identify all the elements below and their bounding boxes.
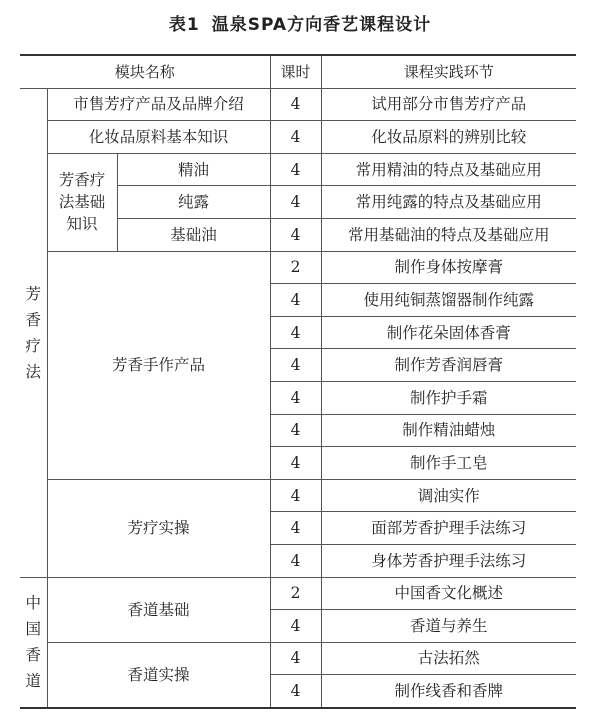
practice-cell: 制作花朵固体香膏 [321,316,576,349]
practice-cell: 制作线香和香牌 [321,675,576,708]
practice-cell: 制作身体按摩膏 [321,251,576,284]
submodule-essential-oil: 精油 [117,153,270,186]
module-practice: 芳疗实操 [47,479,270,577]
header-practice: 课程实践环节 [321,55,576,88]
table-row [20,121,576,154]
table-row [20,251,576,284]
hours-cell: 4 [270,284,321,317]
hours-cell: 2 [270,251,321,284]
hours-cell: 4 [270,88,321,121]
practice-cell: 香道与养生 [321,610,576,643]
submodule-base-oil: 基础油 [117,218,270,251]
practice-cell: 调油实作 [321,479,576,512]
hours-cell: 4 [270,381,321,414]
header-row [20,55,576,88]
course-table [20,54,576,709]
hours-cell: 4 [270,316,321,349]
hours-cell: 4 [270,642,321,675]
practice-cell: 制作护手霜 [321,381,576,414]
hours-cell: 4 [270,447,321,480]
module-xiangdao-practice: 香道实操 [47,642,270,708]
table-row [20,479,576,512]
hours-cell: 4 [270,512,321,545]
hours-cell: 4 [270,349,321,382]
hours-cell: 4 [270,479,321,512]
practice-cell: 制作芳香润唇膏 [321,349,576,382]
table-row [20,642,576,675]
practice-cell: 试用部分市售芳疗产品 [321,88,576,121]
module-xiangdao-basics: 香道基础 [47,577,270,642]
module-handmade: 芳香手作产品 [47,251,270,479]
practice-cell: 中国香文化概述 [321,577,576,610]
hours-cell: 4 [270,610,321,643]
practice-cell: 面部芳香护理手法练习 [321,512,576,545]
table-row [20,153,576,186]
table-caption: 温泉SPA方向香艺课程设计 [211,15,432,35]
table-row [20,577,576,610]
practice-cell: 常用纯露的特点及基础应用 [321,186,576,219]
group-chinese-incense: 中 国 香 道 [20,577,47,708]
hours-cell: 4 [270,544,321,577]
group-aromatherapy: 芳 香 疗 法 [20,88,47,577]
header-module: 模块名称 [20,55,270,88]
header-hours: 课时 [270,55,321,88]
module-cosmetic: 化妆品原料基本知识 [47,121,270,154]
practice-cell: 常用精油的特点及基础应用 [321,153,576,186]
hours-cell: 4 [270,218,321,251]
table-number: 表1 [168,15,200,35]
module-aroma-knowledge: 芳香疗法基础知识 [47,153,117,251]
practice-cell: 化妆品原料的辨别比较 [321,121,576,154]
hours-cell: 4 [270,153,321,186]
practice-cell: 古法拓然 [321,642,576,675]
hours-cell: 4 [270,121,321,154]
practice-cell: 制作手工皂 [321,447,576,480]
table-title [0,10,600,35]
hours-cell: 4 [270,414,321,447]
practice-cell: 制作精油蜡烛 [321,414,576,447]
practice-cell: 使用纯铜蒸馏器制作纯露 [321,284,576,317]
hours-cell: 4 [270,186,321,219]
hours-cell: 2 [270,577,321,610]
practice-cell: 身体芳香护理手法练习 [321,544,576,577]
table-row [20,88,576,121]
hours-cell: 4 [270,675,321,708]
practice-cell: 常用基础油的特点及基础应用 [321,218,576,251]
module-retail: 市售芳疗产品及品牌介绍 [47,88,270,121]
submodule-hydrosol: 纯露 [117,186,270,219]
